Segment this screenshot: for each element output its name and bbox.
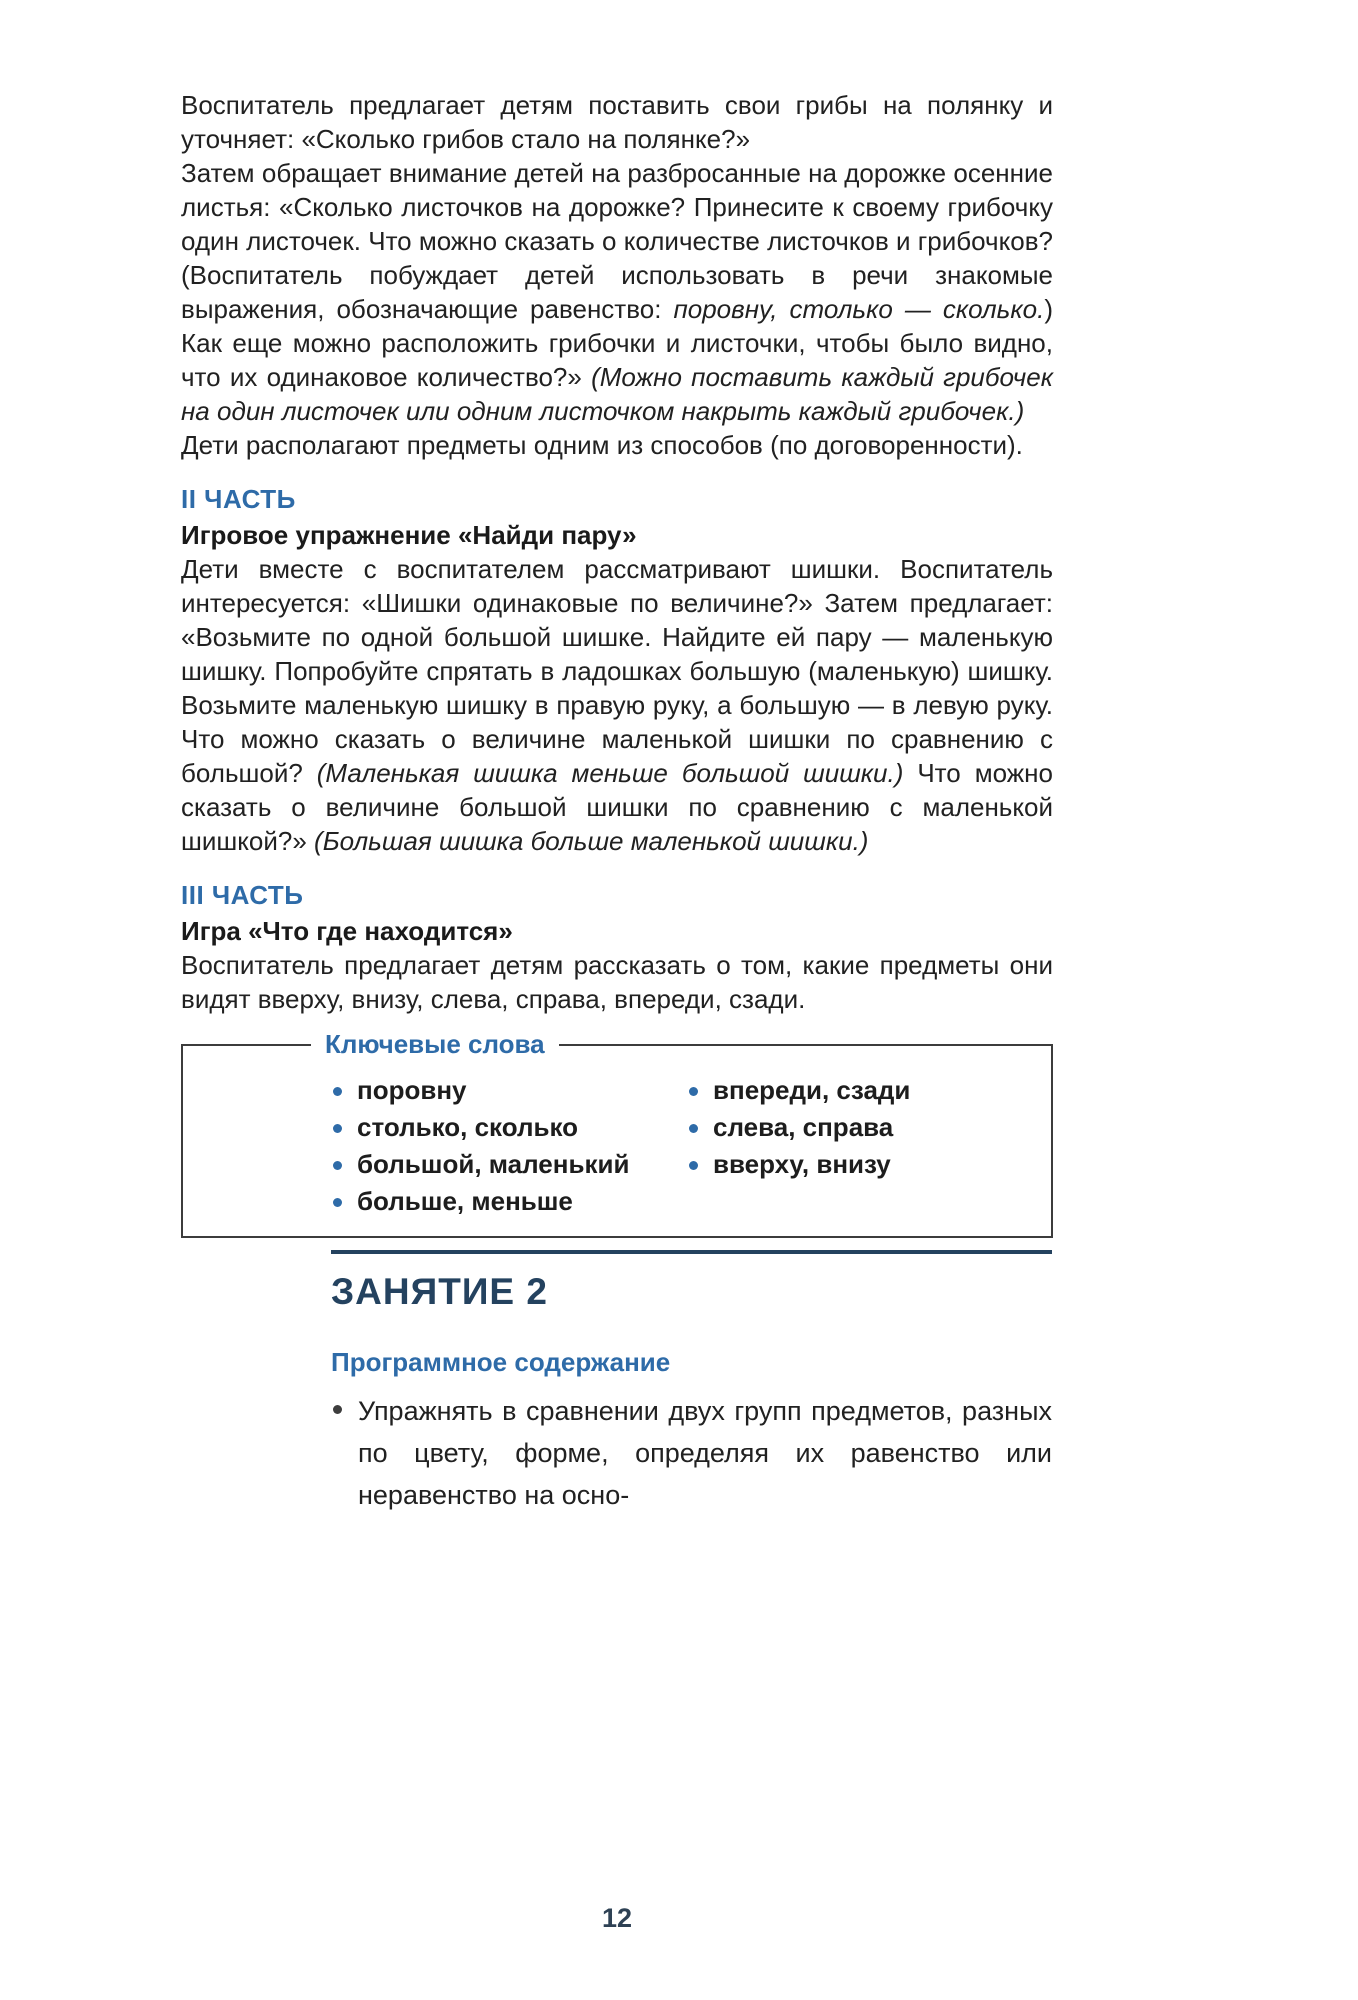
- lesson-title: ЗАНЯТИЕ 2: [331, 1271, 548, 1312]
- paragraph-text: ) Как еще можно расположить грибочки и листочки, чтобы было видно, что их одинаковое количество?»: [181, 294, 1053, 392]
- italic-text: (Можно поставить каждый грибочек на один листочек или одним листочком накрыть каждый грибочек.): [181, 362, 1053, 426]
- bullet-icon: [333, 1161, 342, 1170]
- paragraph: [181, 552, 1053, 858]
- keyword-item: [333, 1109, 689, 1146]
- italic-text: (Большая шишка больше маленькой шишки.): [314, 826, 869, 856]
- bullet-icon: [689, 1161, 698, 1170]
- program-bullet-text: Упражнять в сравнении двух групп предметов, разных по цвету, форме, определяя их равенство или неравенство на осно-: [358, 1396, 1052, 1510]
- bullet-icon: [333, 1405, 342, 1414]
- page-number: 12: [601, 1903, 633, 1933]
- section-heading-part2: II ЧАСТЬ: [181, 484, 296, 514]
- keyword-label: слева, справа: [713, 1112, 894, 1142]
- keyword-label: вверху, внизу: [713, 1149, 891, 1179]
- paragraph: [181, 156, 1053, 428]
- section-heading-part3: III ЧАСТЬ: [181, 880, 304, 910]
- keyword-item: [689, 1072, 1031, 1109]
- paragraph-text: Затем обращает внимание детей на разбросанные на дорожке осенние листья: «Сколько листочков на дорожке? Принесите к своему грибочку один листочек. Что можно сказать о количестве листочков и грибочков? (Воспитатель побуждает детей использовать в речи знакомые выражения, обозначающие равенство:: [181, 158, 1053, 324]
- keyword-item: [689, 1109, 1031, 1146]
- keyword-item: [333, 1072, 689, 1109]
- keyword-label: впереди, сзади: [713, 1075, 911, 1105]
- paragraph-text: Воспитатель предлагает детям рассказать о том, какие предметы они видят вверху, внизу, слева, справа, впереди, сзади.: [181, 950, 1053, 1014]
- game-subtitle: Игра «Что где находится»: [181, 916, 513, 946]
- keyword-label: больше, меньше: [357, 1186, 573, 1216]
- paragraph: [181, 428, 1053, 462]
- paragraph-text: Дети вместе с воспитателем рассматривают шишки. Воспитатель интересуется: «Шишки одинаковые по величине?» Затем предлагает: «Возьмите по одной большой шишке. Найдите ей пару — маленькую шишку. Попробуйте спрятать в ладошках большую (маленькую) шишку. Возьмите маленькую шишку в правую руку, а большую — в левую руку. Что можно сказать о величине маленькой шишки по сравнению с большой?: [181, 554, 1053, 788]
- keyword-label: поровну: [357, 1075, 467, 1105]
- keyword-item: [333, 1183, 689, 1220]
- paragraph-text: Дети располагают предметы одним из способов (по договоренности).: [181, 430, 1023, 460]
- keywords-box-title: Ключевые слова: [311, 1029, 559, 1060]
- keyword-label: большой, маленький: [357, 1149, 630, 1179]
- bullet-icon: [333, 1087, 342, 1096]
- italic-text: поровну, столько — сколько.: [673, 294, 1045, 324]
- keywords-left-column: [333, 1072, 689, 1220]
- paragraph: [181, 88, 1053, 156]
- text-column: [181, 88, 1053, 1238]
- keywords-box: [181, 1029, 1053, 1238]
- keywords-columns: [333, 1072, 1031, 1220]
- paragraph: [181, 948, 1053, 1016]
- program-bullet-item: [331, 1390, 1052, 1516]
- lesson-2-section: [331, 1250, 1052, 1516]
- bullet-icon: [689, 1087, 698, 1096]
- bullet-icon: [333, 1124, 342, 1133]
- italic-text: (Маленькая шишка меньше большой шишки.): [316, 758, 904, 788]
- paragraph-text: Воспитатель предлагает детям поставить свои грибы на полянку и уточняет: «Сколько грибов стало на полянке?»: [181, 90, 1053, 154]
- paragraph-text: Что можно сказать о величине большой шишки по сравнению с маленькой шишкой?»: [181, 758, 1053, 856]
- bullet-icon: [333, 1198, 342, 1207]
- keywords-right-column: [689, 1072, 1031, 1220]
- bullet-icon: [689, 1124, 698, 1133]
- game-subtitle: Игровое упражнение «Найди пару»: [181, 520, 637, 550]
- section-divider: [331, 1250, 1052, 1254]
- program-content-heading: Программное содержание: [331, 1347, 671, 1377]
- keyword-item: [333, 1146, 689, 1183]
- keyword-label: столько, сколько: [357, 1112, 578, 1142]
- keyword-item: [689, 1146, 1031, 1183]
